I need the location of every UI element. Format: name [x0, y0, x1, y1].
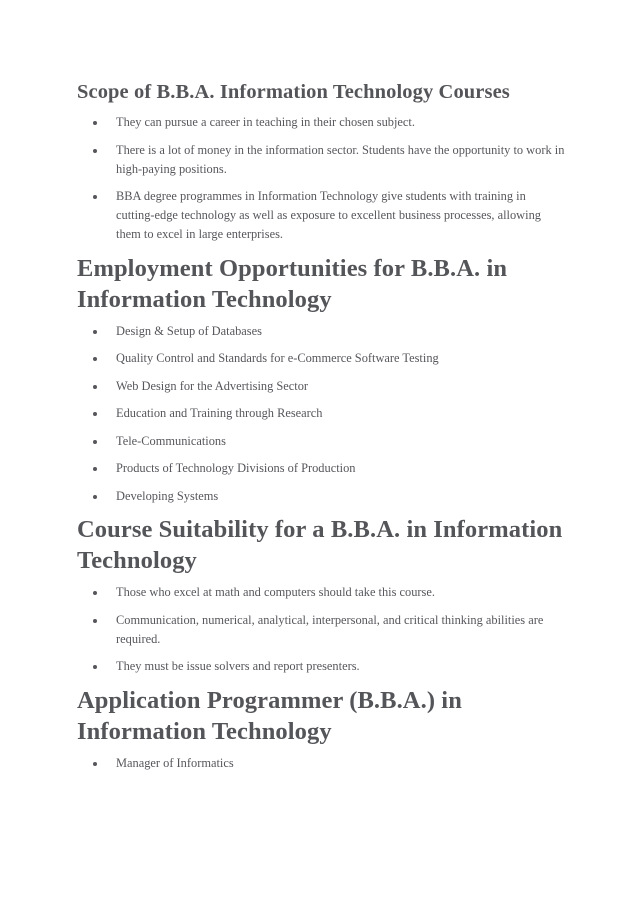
- bullet-icon: [93, 467, 97, 471]
- list-item: [77, 459, 567, 478]
- application-programmer-list: [77, 754, 567, 773]
- list-item-text: Manager of Informatics: [116, 755, 234, 770]
- bullet-icon: [93, 412, 97, 416]
- section-heading-suitability: Course Suitability for a B.B.A. in Information Technology: [77, 516, 563, 574]
- bullet-icon: [93, 121, 97, 125]
- list-item: [77, 487, 567, 506]
- bullet-icon: [93, 762, 97, 766]
- list-item-text: BBA degree programmes in Information Technology give students with training in cutting-edge technology as well as exposure to excellent business processes, allowing them to excel in large enterprises.: [116, 189, 541, 241]
- section-heading-application-programmer: Application Programmer (B.B.A.) in Information Technology: [77, 686, 462, 745]
- list-item: [77, 754, 567, 773]
- list-item-text: Products of Technology Divisions of Production: [116, 461, 356, 475]
- scope-list: [77, 113, 567, 244]
- bullet-icon: [93, 440, 97, 444]
- bullet-icon: [93, 195, 97, 199]
- list-item-text: There is a lot of money in the information sector. Students have the opportunity to work in high-paying positions.: [116, 142, 565, 176]
- list-item: [77, 113, 567, 132]
- bullet-icon: [93, 619, 97, 623]
- bullet-icon: [93, 357, 97, 361]
- section-heading-employment: Employment Opportunities for B.B.A. in Information Technology: [77, 254, 508, 313]
- list-item-text: Education and Training through Research: [116, 406, 323, 420]
- employment-list: [77, 322, 567, 506]
- bullet-icon: [93, 385, 97, 389]
- list-item-text: Tele-Communications: [116, 433, 226, 448]
- list-item-text: Design & Setup of Databases: [116, 323, 262, 338]
- list-item: [77, 657, 567, 676]
- list-item: [77, 141, 567, 179]
- section-heading-scope: Scope of B.B.A. Information Technology Courses: [77, 81, 510, 103]
- list-item-text: Web Design for the Advertising Sector: [116, 378, 309, 393]
- list-item-text: They must be issue solvers and report presenters.: [116, 659, 360, 673]
- list-item-text: Those who excel at math and computers should take this course.: [116, 585, 435, 599]
- list-item: [77, 187, 567, 244]
- bullet-icon: [93, 591, 97, 595]
- list-item-text: Quality Control and Standards for e-Commerce Software Testing: [116, 351, 439, 365]
- list-item-text: They can pursue a career in teaching in their chosen subject.: [116, 115, 415, 129]
- bullet-icon: [93, 495, 97, 499]
- bullet-icon: [93, 330, 97, 334]
- list-item: [77, 432, 567, 451]
- bullet-icon: [93, 665, 97, 669]
- list-item-text: Developing Systems: [116, 488, 219, 503]
- bullet-icon: [93, 149, 97, 153]
- list-item: [77, 583, 567, 602]
- document-page: [77, 78, 567, 781]
- list-item: [77, 322, 567, 341]
- suitability-list: [77, 583, 567, 676]
- list-item-text: Communication, numerical, analytical, interpersonal, and critical thinking abilities are required.: [116, 612, 544, 646]
- list-item: [77, 404, 567, 423]
- list-item: [77, 377, 567, 396]
- list-item: [77, 611, 567, 649]
- list-item: [77, 349, 567, 368]
